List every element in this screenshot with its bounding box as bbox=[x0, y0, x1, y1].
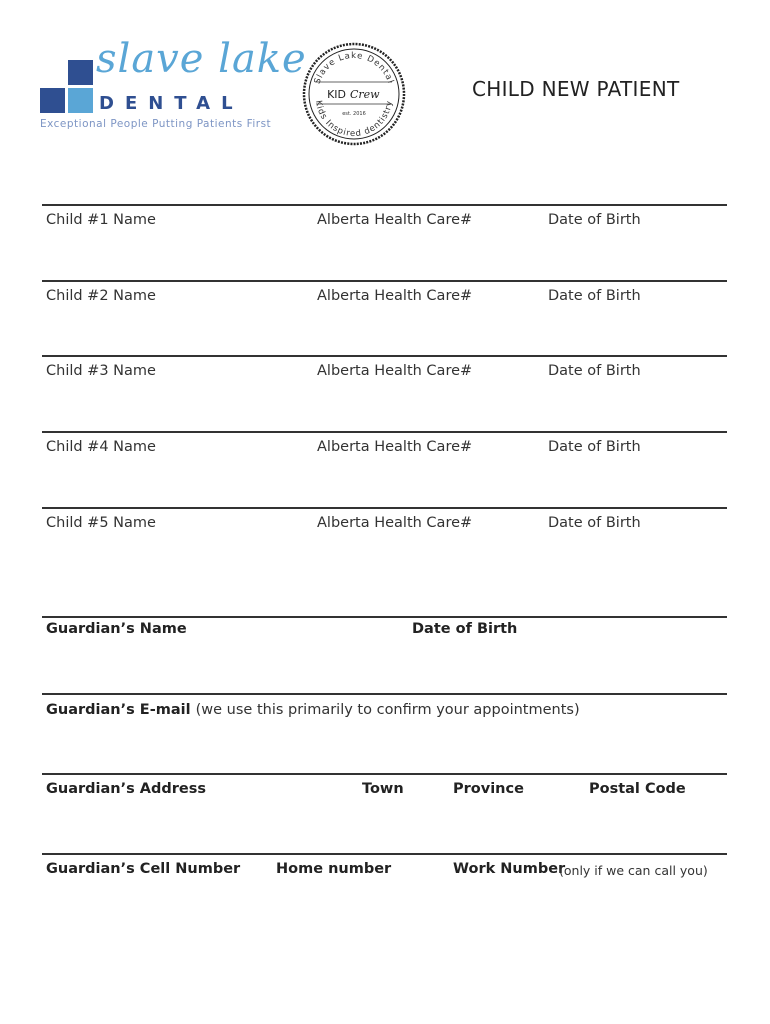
seal-top-arc: Slave Lake Dental bbox=[312, 50, 396, 86]
guardian-email-note: (we use this primarily to confirm your appointments) bbox=[195, 702, 580, 718]
guardian-email-label-group bbox=[46, 702, 580, 718]
logo-square bbox=[40, 88, 65, 113]
home-number-label: Home number bbox=[276, 861, 392, 877]
guardian-phone-row[interactable] bbox=[42, 853, 727, 855]
dob-label: Date of Birth bbox=[548, 363, 641, 379]
child-row[interactable] bbox=[42, 280, 727, 282]
dob-label: Date of Birth bbox=[548, 515, 641, 531]
guardian-dob-label: Date of Birth bbox=[412, 621, 518, 637]
kid-crew-seal bbox=[302, 42, 406, 146]
guardian-email-label: Guardian’s E-mail bbox=[46, 702, 191, 718]
svg-text:Slave Lake Dental bbox=[313, 51, 396, 85]
seal-est-text: est. 2016 bbox=[342, 111, 366, 117]
seal-crew-text: Crew bbox=[350, 88, 380, 101]
dob-label: Date of Birth bbox=[548, 439, 641, 455]
child-name-label: Child #3 Name bbox=[46, 363, 156, 379]
seal-bottom-arc: Kids Inspired dentistry bbox=[313, 99, 395, 140]
logo-tagline: Exceptional People Putting Patients First bbox=[40, 118, 272, 130]
child-name-label: Child #5 Name bbox=[46, 515, 156, 531]
guardian-email-row[interactable] bbox=[42, 693, 727, 695]
logo-square bbox=[68, 88, 93, 113]
logo-script-name: slave lake bbox=[96, 36, 307, 82]
province-label: Province bbox=[453, 781, 524, 797]
svg-text:Kids Inspired dentistry bbox=[313, 100, 395, 139]
child-row[interactable] bbox=[42, 431, 727, 433]
guardian-name-label: Guardian’s Name bbox=[46, 621, 187, 637]
dob-label: Date of Birth bbox=[548, 288, 641, 304]
seal-kid-text: KID bbox=[327, 88, 346, 101]
health-care-label: Alberta Health Care# bbox=[317, 212, 473, 228]
dob-label: Date of Birth bbox=[548, 212, 641, 228]
logo-square bbox=[68, 60, 93, 85]
work-number-note: (only if we can call you) bbox=[559, 863, 708, 878]
guardian-cell-label: Guardian’s Cell Number bbox=[46, 861, 241, 877]
child-row[interactable] bbox=[42, 355, 727, 357]
child-name-label: Child #1 Name bbox=[46, 212, 156, 228]
health-care-label: Alberta Health Care# bbox=[317, 439, 473, 455]
child-name-label: Child #2 Name bbox=[46, 288, 156, 304]
health-care-label: Alberta Health Care# bbox=[317, 363, 473, 379]
town-label: Town bbox=[362, 781, 404, 797]
work-number-label: Work Number bbox=[453, 861, 566, 877]
child-name-label: Child #4 Name bbox=[46, 439, 156, 455]
form-title: CHILD NEW PATIENT bbox=[472, 77, 680, 101]
logo-dental-word: DENTAL bbox=[99, 93, 244, 114]
health-care-label: Alberta Health Care# bbox=[317, 515, 473, 531]
child-row[interactable] bbox=[42, 507, 727, 509]
child-row[interactable] bbox=[42, 204, 727, 206]
postal-code-label: Postal Code bbox=[589, 781, 686, 797]
guardian-name-row[interactable] bbox=[42, 616, 727, 618]
guardian-address-label: Guardian’s Address bbox=[46, 781, 207, 797]
health-care-label: Alberta Health Care# bbox=[317, 288, 473, 304]
guardian-address-row[interactable] bbox=[42, 773, 727, 775]
